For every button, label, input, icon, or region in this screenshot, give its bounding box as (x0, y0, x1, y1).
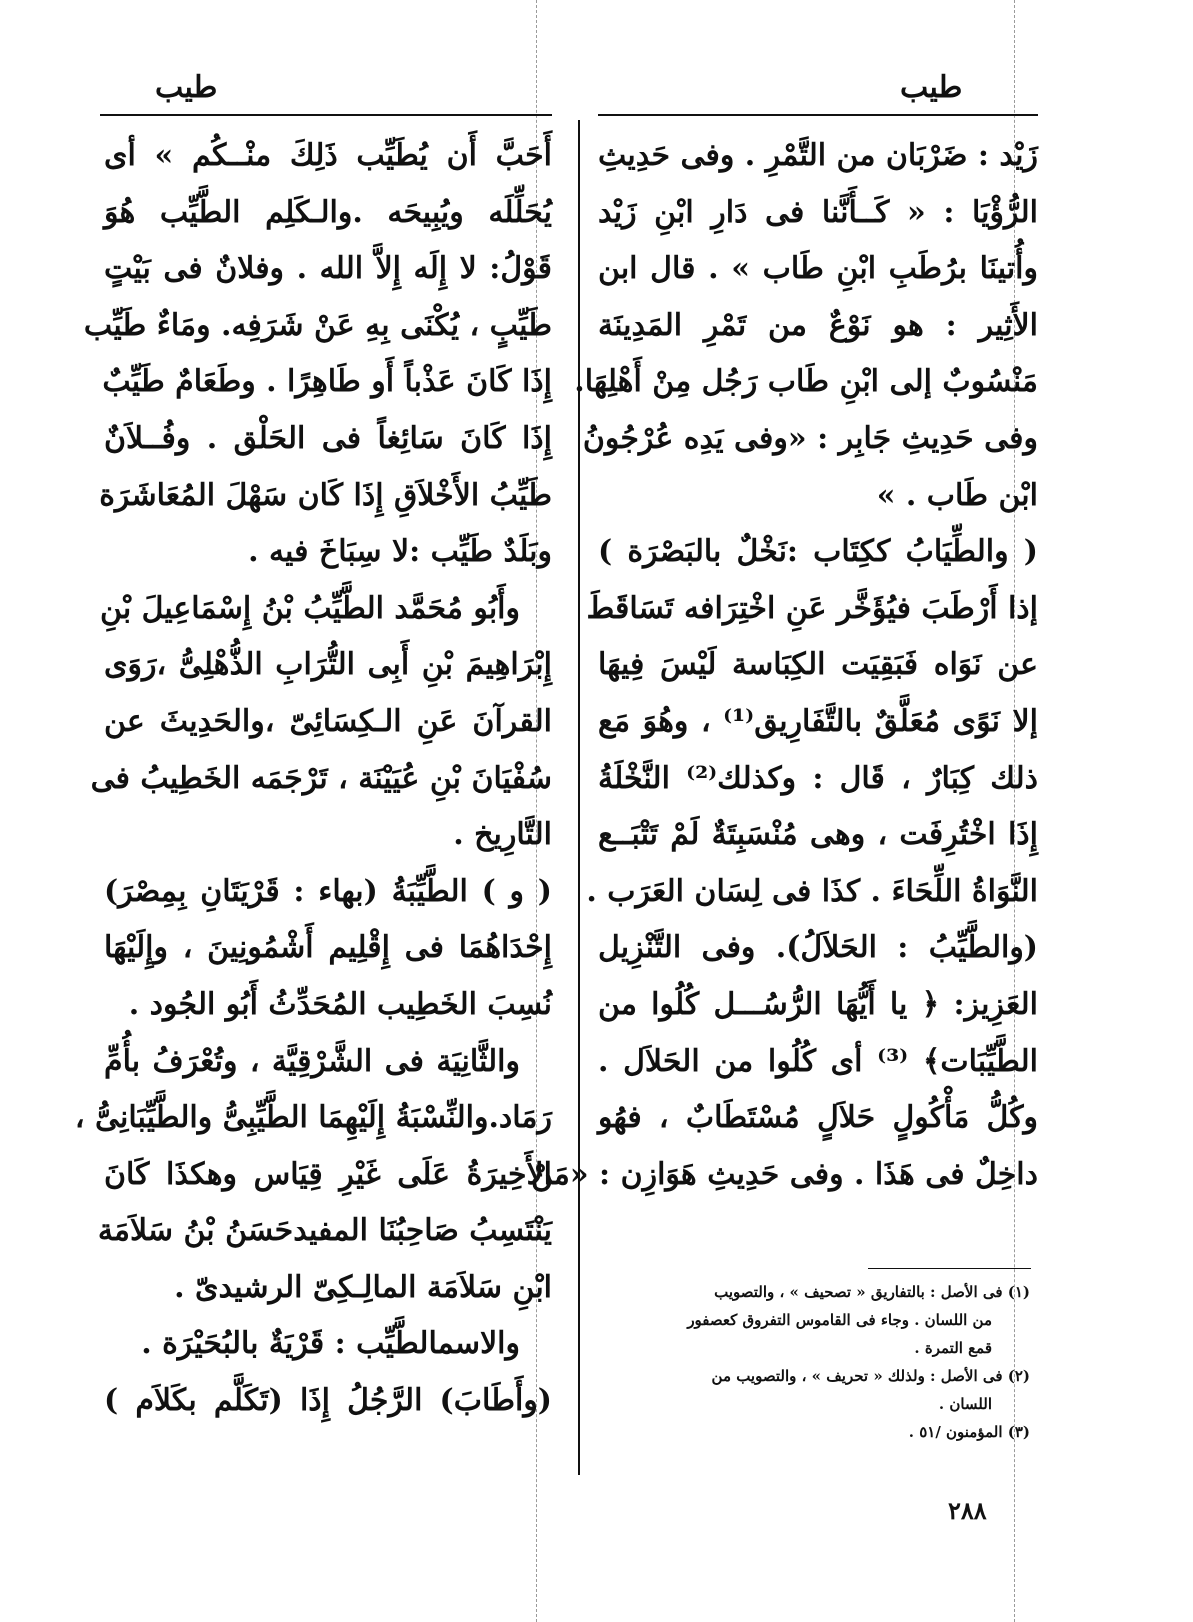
text-line: والاسمالطَّيِّب : قَرْيَةٌ بالبُحَيْرَة . (141, 1326, 520, 1362)
text-line: إِحْدَاهُمَا فى إِقْلِيم أَشْمُونِينَ ، وإِلَيْهَا (104, 930, 552, 966)
column-divider (578, 120, 580, 1475)
footnote-2: (٢) فى الأصل : ولذلك « تحريف » ، والتصويب من (711, 1367, 1030, 1385)
text-line: الأَثِير : هو نَوْعٌ من تَمْرِ المَدِينَة (598, 307, 1038, 343)
text-line: إذا أَرْطَبَ فيُؤَخَّر عَنِ اخْتِرَافه تَسَاقَطَ (586, 590, 1038, 626)
text-line: ابْن طَاب . » (876, 477, 1038, 513)
footnote-3: (٣) المؤمنون /٥١ . (908, 1423, 1030, 1441)
header-rule-right (598, 114, 1038, 116)
text-line: الأَخِيرَةُ عَلَى غَيْرِ قِيَاس وهكذَا كَانَ (104, 1156, 552, 1192)
text-line: داخِلٌ فى هَذَا . وفى حَدِيثِ هَوَازِن : «مَنْ (530, 1156, 1038, 1192)
running-head-left: طيب (155, 70, 218, 105)
running-head-right: طيب (900, 70, 963, 105)
footnote-1-cont: من اللسان . وجاء فى القاموس التفروق كعصفور (687, 1311, 992, 1329)
text-line: رَمَاد.والنِّسْبَةُ إِلَيْهِمَا الطَّيِّبِىُّ والطَّيِّبَانِىُّ ، (74, 1100, 552, 1136)
text-line: وكُلُّ مَأْكُولٍ حَلاَلٍ مُسْتَطَابٌ ، فهُو (598, 1100, 1038, 1136)
text-line: زَيْد : ضَرْبَان من التَّمْرِ . وفى حَدِيثِ (597, 138, 1038, 173)
text-line: النَّوَاةُ اللِّحَاءَ . كذَا فى لِسَان العَرَب . (586, 873, 1038, 909)
text-line: إِذَا كَانَ عَذْباً أَو طَاهِرًا . وطَعَامٌ طَيِّبٌ (102, 364, 552, 400)
footnote-2-cont: اللسان . (938, 1395, 992, 1413)
text-line: والثَّانِيَة فى الشَّرْقِيَّة ، وتُعْرَفُ بأُمِّ (104, 1043, 520, 1079)
text-line: قَوْلُ: لا إِلَه إِلاَّ الله . وفلانٌ فى بَيْتٍ (104, 251, 552, 287)
footnotes (620, 1278, 1030, 1446)
text-line: العَزِيز: ﴿ يا أَيُّهَا الرُّسُـــل كُلُوا من (598, 986, 1038, 1022)
page-number: ٢٨٨ (948, 1496, 987, 1525)
footnote-rule (868, 1268, 1031, 1269)
text-line: ( و ) الطَّيِّبَةُ (بهاء : قَرْيَتَانِ بِمِصْرَ) (104, 873, 552, 909)
text-line: وأُتينَا برُطَبِ ابْنِ طَاب » . قال ابن (598, 251, 1038, 287)
text-line: إلا نَوًى مُعَلَّقٌ بالتَّفَارِيق⁽¹⁾ ، وهُوَ مَع (598, 703, 1038, 739)
text-line: (والطَّيِّبُ : الحَلاَلُ). وفى التَّنْزِيل (598, 930, 1038, 966)
text-line: ذلك كِبَارٌ ، قَال : وكذلك⁽²⁾ النَّخْلَةُ (598, 760, 1038, 796)
text-line: أَحَبَّ أَن يُطَيِّب ذَلِكَ منْــكُم » أى (104, 138, 552, 173)
text-line: طَيِّبٍ ، يُكْنَى بِهِ عَنْ شَرَفِه. ومَاءٌ طَيِّب (83, 307, 552, 343)
text-line: الرُّؤْيَا : « كَــأَنَّنا فى دَارِ ابْنِ زَيْد (598, 194, 1038, 230)
text-line: ( والطِّيَابُ ككِتَاب :نَخْلٌ بالبَصْرَة ) (598, 534, 1038, 570)
text-line: نُسِبَ الخَطِيب المُحَدِّثُ أَبُو الجُود . (128, 986, 552, 1022)
text-line: طَيِّبُ الأَخْلاَقِ إِذَا كَان سَهْلَ المُعَاشَرَة (99, 477, 552, 513)
text-line: (وأَطَابَ) الرَّجُلُ إِذَا (تَكَلَّم بكَلاَم ) (104, 1383, 552, 1419)
footnote-1: (١) فى الأصل : بالتفاريق « تصحيف » ، والتصويب (714, 1283, 1030, 1301)
text-line: الطَّيِّبَات﴾ ⁽³⁾ أى كُلُوا من الحَلاَل . (598, 1043, 1038, 1079)
footnote-1-cont: قمع التمرة . (914, 1339, 992, 1357)
text-line: عن نَوَاه فَبَقِيَت الكِبَاسة لَيْسَ فِيهَا (598, 647, 1038, 683)
left-column (74, 128, 552, 1430)
text-line: وأَبُو مُحَمَّد الطَّيِّبُ بْنُ إِسْمَاعِيلَ بْنِ (99, 590, 520, 626)
text-line: القرآنَ عَنِ الـكِسَائِىّ ،والحَدِيثَ عن (104, 703, 552, 739)
text-line: إِذَا اخْتُرِفَت ، وهى مُنْسَبِتَةٌ لَمْ تَتْبَــع (598, 817, 1038, 853)
text-line: يُحَلِّلَه ويُبِيحَه .والـكَلِم الطَّيِّب هُوَ (104, 194, 552, 230)
text-line: مَنْسُوبٌ إلى ابْنِ طَاب رَجُل مِنْ أَهْلِهَا. (574, 364, 1038, 400)
right-column (530, 128, 1038, 1203)
text-line: سُفْيَانَ بْنِ عُيَيْنَة ، تَرْجَمَه الخَطِيبُ فى (90, 760, 552, 796)
text-line: التَّارِيخ . (453, 817, 552, 853)
text-line: إِبْرَاهِيمَ بْنِ أَبِى التُّرَابِ الذُّهْلِىُّ ،رَوَى (104, 647, 552, 683)
text-line: ابْنِ سَلاَمَة المالِـكِىّ الرشيدىّ . (174, 1269, 552, 1305)
text-line: إِذَا كَانَ سَائِغاً فى الحَلْق . وفُــلاَنٌ (104, 420, 552, 456)
text-line: وبَلَدٌ طَيِّب :لا سِبَاخَ فيه . (248, 534, 552, 570)
text-line: يَنْتَسِبُ صَاحِبُنَا المفيدحَسَنُ بْنُ سَلاَمَة (97, 1213, 552, 1249)
header-rule-left (100, 114, 552, 116)
text-line: وفى حَدِيثِ جَابِر : «وفى يَدِه عُرْجُونُ (582, 420, 1038, 456)
